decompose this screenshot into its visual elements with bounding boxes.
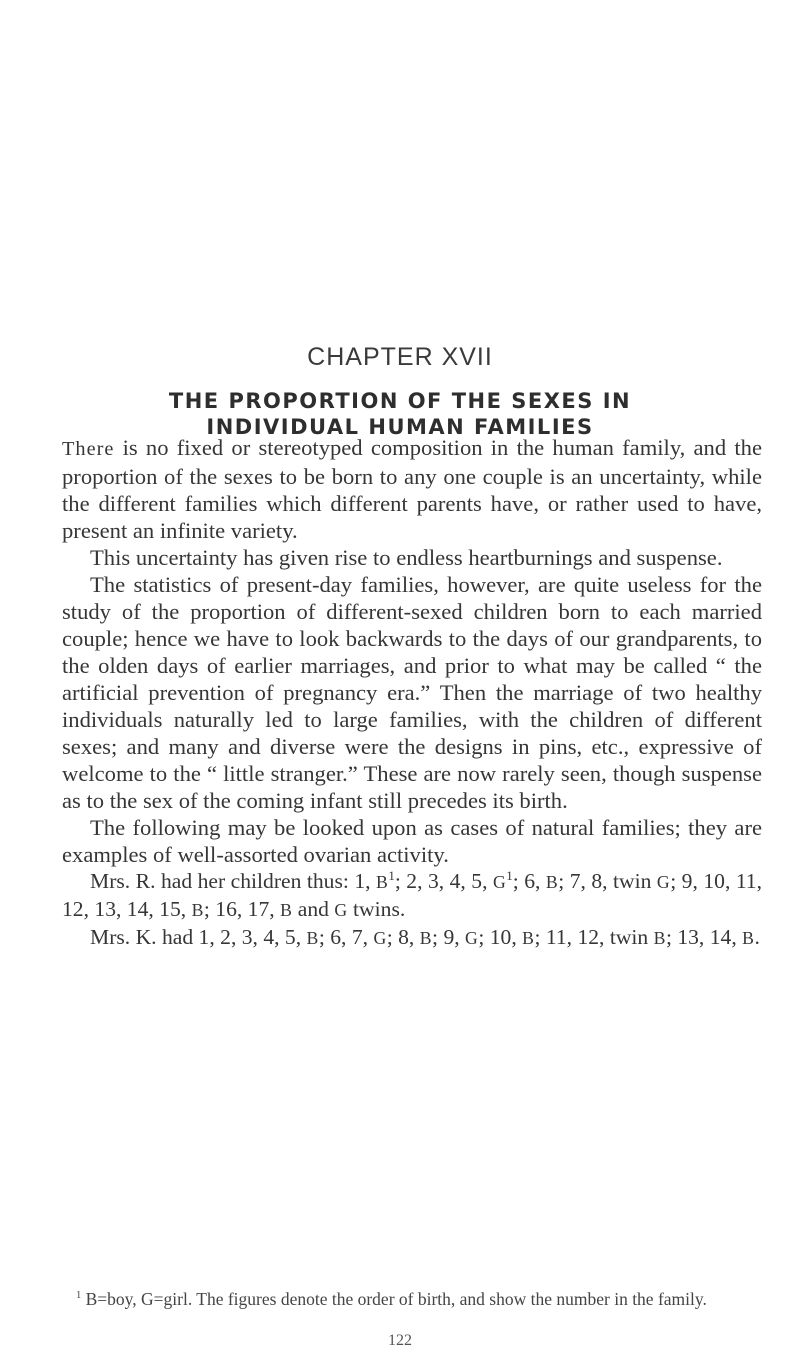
sex-marker: B — [653, 928, 666, 948]
text-run: twins. — [347, 897, 406, 921]
text-run: ; 13, 14, — [665, 925, 743, 949]
sex-marker: B — [191, 900, 204, 920]
text-run: Mrs. K. had 1, 2, 3, 4, 5, — [90, 925, 307, 949]
paragraph-mrs-k — [62, 924, 762, 952]
page-number: 122 — [388, 1332, 412, 1349]
text-run: ; 10, — [478, 925, 523, 949]
text-run: ; 9, 10, 11, 12, 13, 14, 15, — [62, 869, 763, 921]
footnote-marker: 1 — [76, 1290, 82, 1302]
opening-word: There — [62, 438, 115, 460]
chapter-title-line-2: INDIVIDUAL HUMAN FAMILIES — [206, 415, 594, 439]
sex-marker: B — [376, 872, 389, 892]
text-run: . — [754, 925, 760, 949]
sex-marker: G — [656, 872, 671, 892]
text-run: ; 16, 17, — [203, 897, 281, 921]
sex-marker: G — [334, 900, 348, 920]
text-run: and — [292, 897, 335, 921]
paragraph-1 — [62, 434, 762, 544]
chapter-title-line-1: THE PROPORTION OF THE SEXES IN — [168, 389, 632, 413]
sex-marker: B — [306, 928, 319, 948]
sex-marker: B — [280, 900, 293, 920]
paragraph-1-text: is no fixed or stereotyped composition in the human family, and the proportion of the sexes to be born to any one couple is an uncertainty, while the different families which different parents have, or rather used to have, present an infinite variety. — [62, 435, 762, 543]
text-run: ; 11, 12, twin — [534, 925, 654, 949]
sex-marker: G — [373, 928, 387, 948]
paragraph-2: This uncertainty has given rise to endless heartburnings and suspense. — [90, 545, 723, 570]
text-run: ; 6, 7, — [318, 925, 374, 949]
body-text — [62, 434, 762, 952]
footnote-text: B=boy, G=girl. The figures denote the order of birth, and show the number in the family. — [81, 1289, 707, 1309]
paragraph-4: The following may be looked upon as cases of natural families; they are examples of well-assorted ovarian activity. — [62, 815, 762, 867]
text-run: ; 9, — [432, 925, 466, 949]
footnote-ref: 1 — [388, 867, 395, 883]
footnote-ref: 1 — [506, 867, 513, 883]
sex-marker: B — [545, 872, 559, 892]
paragraph-3: The statistics of present-day families, however, are quite useless for the study of the proportion of different-sexed children born to each married couple; hence we have to look backwards to the days of our grandparents, to the olden days of earlier marriages, and prior to what may be called “ the artificial prevention of pregnancy era.” Then the marriage of two healthy individuals naturally led to large families, with the children of different sexes; and many and diverse were the designs in pins, etc., expressive of welcome to the “ little stranger.” These are now rarely seen, though suspense as to the sex of the coming infant still precedes its birth. — [62, 572, 762, 813]
sex-marker: B — [522, 928, 535, 948]
text-run: ; 6, — [512, 869, 546, 893]
sex-marker: G — [492, 872, 507, 892]
sex-marker: G — [465, 928, 479, 948]
chapter-title — [0, 388, 800, 440]
sex-marker: B — [419, 928, 433, 948]
chapter-label: CHAPTER XVII — [307, 343, 493, 371]
text-run: ; 2, 3, 4, 5, — [394, 869, 493, 893]
text-run: ; 8, — [386, 925, 420, 949]
sex-marker: B — [742, 928, 755, 948]
paragraph-mrs-r — [62, 868, 762, 924]
text-run: Mrs. R. had her children thus: 1, — [90, 869, 377, 893]
text-run: ; 7, 8, twin — [558, 869, 657, 893]
footnote — [62, 1289, 762, 1310]
